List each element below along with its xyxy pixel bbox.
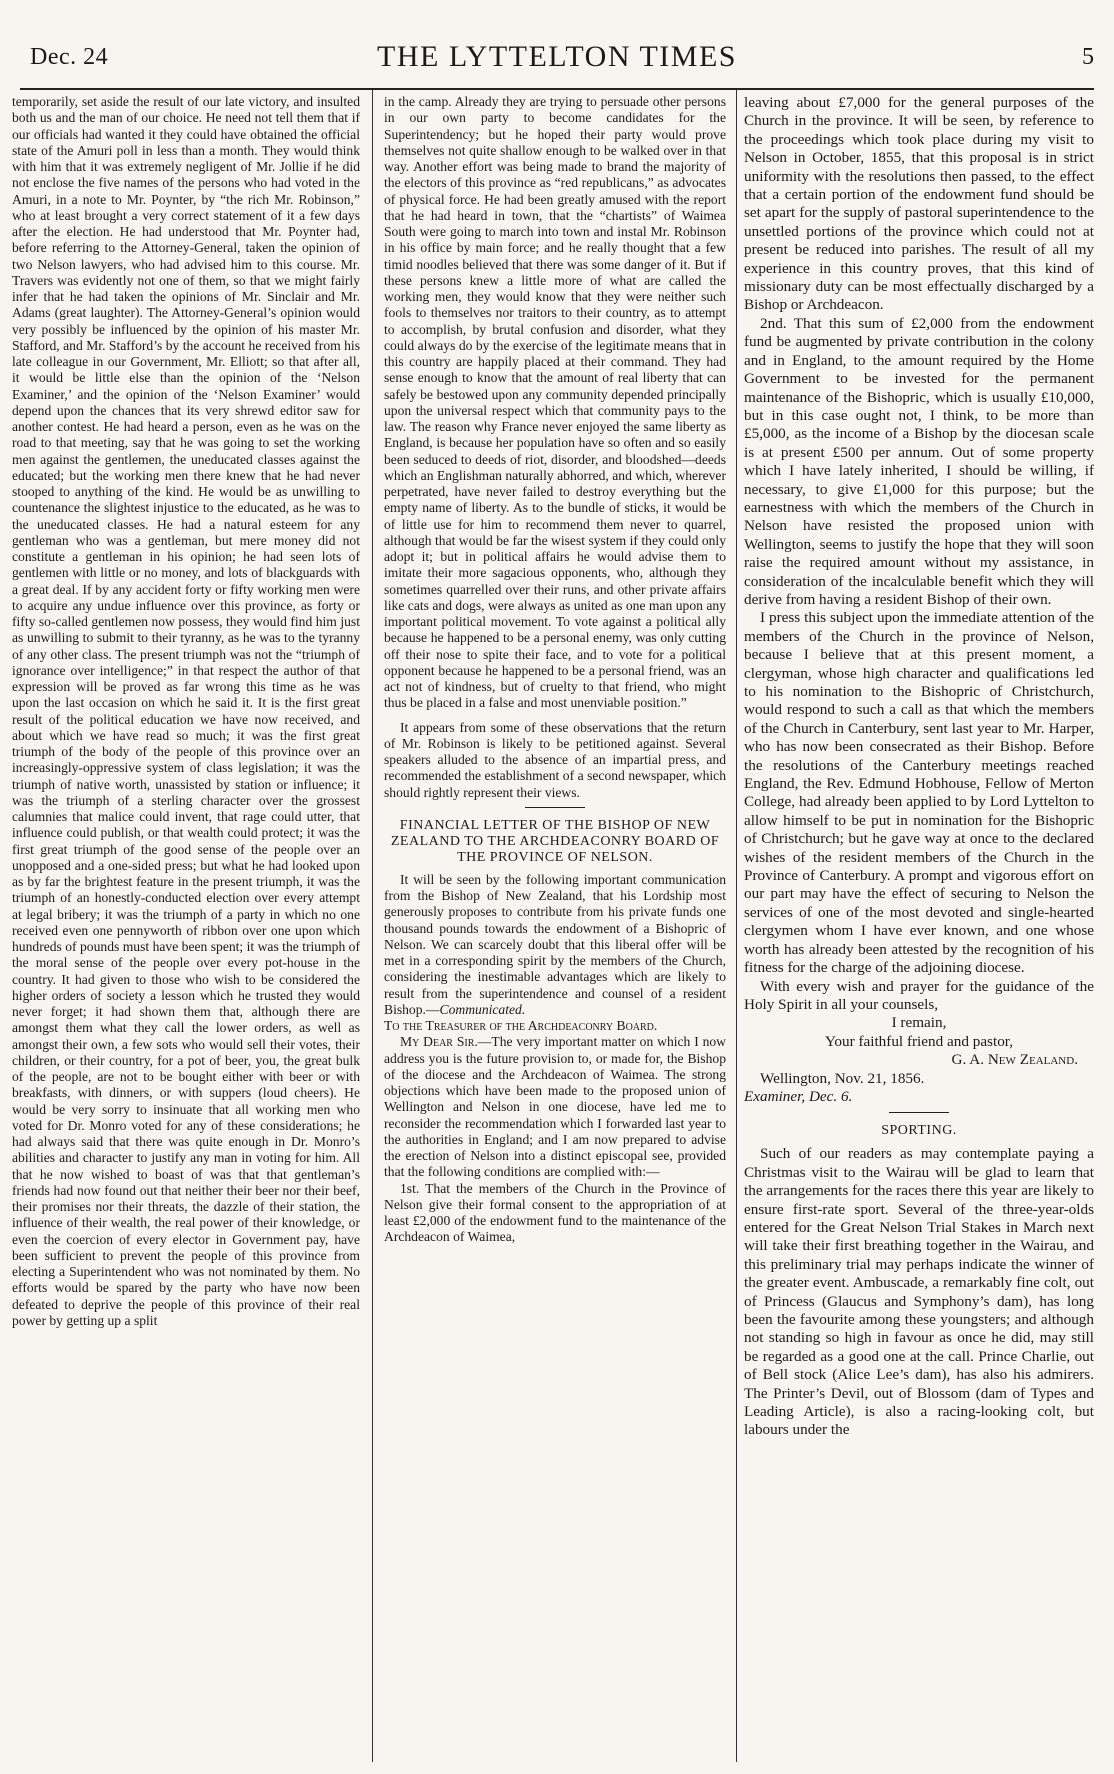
letter-salutation: My Dear Sir. [400, 1034, 478, 1050]
letter-closing: Your faithful friend and pastor, [824, 1032, 1014, 1050]
page-number: 5 [1082, 44, 1094, 70]
speech-conclusion: in the camp. Already they are trying to persuade other persons in our own party to become candidates for the Superintendency; but he hoped their party would prove themselves not quite shallow enough to be walked over in that way. Another effort was being made to brand the majority of the electors of this province as “red republicans,” as advocates of physical force. He had been greatly amused with the report that he had heard in town, that the “chartists” of Waimea South were going to march into town and instal Mr. Robinson in his office by main force; and he really thought that a few timid noodles believed that there was some danger of it. But if these persons knew a little more of what are called the working men, they would know that they were neither such fools to themselves nor traitors to their country, as to attempt to accomplish, by brutal confusion and disorder, what they could always do by the exercise of the legitimate means that in this country are happily placed at their command. They had sense enough to know that the amount of real liberty that can safely be bestowed upon any community depended principally upon the universal respect which that community pays to the law. The reason why France never enjoyed the same liberty as England, is because her population have so often and so easily been seduced to deeds of riot, disorder, and bloodshed—deeds which an Englishman naturally abhorred, and which, wherever perpetrated, have never failed to destroy everything but the empty name of liberty. As to the bundle of sticks, it would be of little use for him to recommend them never to quarrel, although that would be far the wisest system if they could only adopt it; but in political affairs he would advise them to imitate their more sagacious opponents, who, although they sometimes quarrelled over their runs, and other private affairs like cats and dogs, were always as united as one man upon any important political movement. To vote against a political ally because he happened to be a personal enemy, was only cutting off their nose to spite their face, and to vote for a political opponent because he happened to be a personal friend, was an act not of kindness, but of cruelty to that friend, who might thus be placed in a false and most unenviable position.” [384, 94, 726, 711]
masthead-rule [20, 88, 1094, 90]
letter-continued: leaving about £7,000 for the general purposes of the Church in the province. It will be seen, by reference to the proceedings which took place during my visit to Nelson in October, 1855, that this proposal is in strict uniformity with the resolutions then passed, to the effect that a certain portion of the endowment fund should be set apart for the supply of pastoral superintendence to the unsettled portions of the province which could not at present be reduced into parishes. The result of all my experience in this country proves, that this kind of missionary duty can be most effectually discharged by a Bishop or Archdeacon. [744, 94, 1094, 314]
section-rule [889, 1112, 949, 1113]
column-1 [12, 94, 360, 1762]
letter-body: —The very important matter on which I now address you is the future provision to, or made for, the Bishop of the diocese and the Archdeacon of Waimea. The strong objections which have been made to the proposed union of Wellington and Nelson in one diocese, have led me to reconsider the recommendation which I forwarded last year to the authorities in England; and I am now prepared to advise the erection of Nelson into a distinct episcopal see, provided that the following conditions are complied with:— [384, 1034, 726, 1180]
letter-address: To the Treasurer of the Archdeaconry Board. [384, 1018, 658, 1033]
letter-source: Examiner, Dec. 6. [744, 1087, 853, 1105]
sporting-paragraph: Such of our readers as may contemplate paying a Christmas visit to the Wairau will be glad to learn that the arrangements for the races there this year are likely to ensure first-rate sport. Several of the three-year-olds entered for the Great Nelson Trial Stakes in March next will take their first breathing together in the Wairau, and this preliminary trial may perhaps indicate the winner of the greater event. Ambuscade, a remarkably fine colt, out of Princess (Glaucus and Symphony’s dam), has long been the favourite among these youngsters; and although not standing so high in favour as once he did, may still be regarded as a good one at the call. Prince Charlie, out of Bell stock (Alice Lee’s dam), has also his admirers. The Printer’s Devil, out of Blossom (dam of Types and Leading Article), is also a racing-looking colt, but labours under the [744, 1145, 1094, 1439]
letter-condition-1: 1st. That the members of the Church in the Province of Nelson give their formal consent to the appropriation of at least £2,000 of the endowment fund to the maintenance of the Archdeacon of Waimea, [384, 1180, 726, 1245]
speech-continued: temporarily, set aside the result of our late victory, and insulted both us and the man of our choice. He need not tell them that if our officials had wanted it they could have obtained the official state of the Amuri poll in less than a month. They would think with him that it was extremely negligent of Mr. Jollie if he did not enclose the five names of the persons who had voted in the Amuri, in a note to Mr. Poynter, by “the rich Mr. Robinson,” who at least brought a very correct statement of it a few days after the election. He had understood that Mr. Poynter had, before referring to the Attorney-General, taken the opinion of two Nelson lawyers, who had advised him to this course. Mr. Travers was evidently not one of them, so that we might fairly infer that he had taken the opinions of Mr. Sinclair and Mr. Adams (great laughter). The Attorney-General’s opinion would very possibly be influenced by the opinion of his master Mr. Stafford, and Mr. Stafford’s by the account he received from his late colleague in our Government, Mr. Elliott; so that after all, it would be little else than the opinion of the ‘Nelson Examiner,’ and the opinion of the ‘Nelson Examiner’ would depend upon the chances that its very shrewd editor saw for another contest. He had heard a person, even as he was on the road to that meeting, say that he was going to set the working men against the gentlemen, the uneducated classes against the educated; but the working men there knew that he had never stooped to anything of the kind. He would be as unwilling to countenance the slightest injustice to the educated, as he was to the uneducated classes. He had a natural esteem for any gentleman who was a gentleman, but mere money did not constitute a gentleman in his opinion; he had seen lots of gentlemen with little or no money, and lots of blackguards with a great deal. If by any accident forty or fifty working men were to acquire any undue influence over this province, as forty or fifty so-called gentlemen now possess, they would find him just as unwilling to submit to their tyranny, as he was to the tyranny of any other class. The present triumph was not the “triumph of ignorance over intelligence;” in that respect the author of that expression will be proved as far wrong this time as he was upon the last occasion on which he said it. It is the first great result of the political education we have now received, and about which we have read so much; it was the first great triumph of the body of the people of this province over an increasingly-oppressive system of class legislation; it was the triumph of native worth, unassisted by station or influence; it was the triumph of a sterling character over the grossest calumnies that malice could invent, that rage could utter, that influence could publish, or that wealth could protect; it was the first great triumph of the good sense of the people over an unopposed and a one-sided press; but what he had looked upon as by far the brightest feature in the present triumph, it was the triumph of an honestly-conducted election over every attempt at legal bribery; it was the triumph of a party in which no one received even one pennyworth of ribbon over one upon which hundreds of pounds must have been spent; it was the triumph of the moral sense of the people over every pot-house in the country. It had given to those who wish to be considered the higher orders of society a lesson which he trusted they would never forget; it had shown them that, although there are amongst them what they call the lower orders, as well as amongst their own, a few sots who would sell their votes, their children, or their country, for a pot of beer, you, the great bulk of the people, are not to be bought either with beer or with breakfasts, with dinners, or with suppers (loud cheers). He would be very sorry to insinuate that all working men who voted for Dr. Monro voted for any of these considerations; he had always said that there was quite enough in Dr. Monro’s abilities and character to justify any man in voting for him. All that he now wished to boast of was that that gentleman’s friends had now found out that neither their beer nor their beef, their promises nor their threats, the dazzle of their station, the influence of their wealth, the real power of their knowledge, or even the coercion of every elector in Government pay, have been sufficient to prevent the people of this province from electing a Superintendent who was not nominated by them. No efforts would be spared by the party who have now been defeated to deprive the people of this province of their real power by getting up a split [12, 94, 360, 1328]
letter-signature: G. A. New Zealand. [951, 1051, 1078, 1069]
masthead [0, 0, 1114, 88]
column-2 [384, 94, 726, 1762]
editorial-paragraph: It appears from some of these observations that the return of Mr. Robinson is likely to be petitioned against. Several speakers alluded to the absence of an impartial press, and recommended the establishment of a second newspaper, which should rightly represent their views. [384, 719, 726, 800]
column-divider [736, 90, 737, 1762]
letter-dateline: Wellington, Nov. 21, 1856. [760, 1069, 925, 1087]
letter-opening [384, 1034, 726, 1180]
column-3 [744, 94, 1094, 1762]
issue-date: Dec. 24 [30, 44, 109, 70]
article-intro [384, 872, 726, 1018]
section-rule [525, 807, 585, 808]
article-heading-bishop-letter: FINANCIAL LETTER OF THE BISHOP OF NEW ZEALAND TO THE ARCHDEACONRY BOARD OF THE PROVINCE OF NELSON. [390, 817, 720, 865]
letter-condition-2: 2nd. That this sum of £2,000 from the endowment fund be augmented by private contribution in the colony and in England, to the amount required by the Home Government to be invested for the permanent maintenance of the Bishopric, which is usually £10,000, but in this case ought not, I think, to be more than £5,000, as the income of a Bishop by the diocesan scale is at present £500 per annum. Out of some property which I have lately inherited, I should be willing, if necessary, to give £1,000 for this purpose; but the earnestness with which the members of the Church in Nelson have resisted the proposed union with Wellington, seems to justify the hope that they will soon raise the required amount without my assistance, in consideration of the incalculable benefit which they will derive from having a resident Bishop of their own. [744, 314, 1094, 608]
letter-remain: I remain, [891, 1014, 947, 1032]
column-divider [372, 90, 373, 1762]
letter-blessing: With every wish and prayer for the guidance of the Holy Spirit in all your counsels, [744, 977, 1094, 1013]
newspaper-title: THE LYTTELTON TIMES [377, 40, 737, 73]
letter-paragraph: I press this subject upon the immediate attention of the members of the Church in the province of Nelson, because I believe that at this present moment, a clergyman, whose high character and qualifications led to his nomination to the Bishopric of Christchurch, would respond to such a call as that which the members of the Church in Canterbury, sent last year to Mr. Harper, who has now been consecrated as their Bishop. Before the resolutions of the Canterbury meetings reached England, the Rev. Edmund Hobhouse, Fellow of Merton College, had already been applied to by Lord Lyttelton to allow himself to be put in nomination for the Bishopric of Christchurch; but he gave way at once to the declared wishes of the resident members of the Church in the Province of Canterbury. A prompt and vigorous effort on our part may have the effect of securing to Nelson the services of one of the most devoted and single-hearted clergymen whom I have ever known, and one whose worth has already been attested by the recognition of his fitness for the charge of the adjoining diocese. [744, 609, 1094, 977]
article-credit: Communicated. [439, 1001, 526, 1017]
article-heading-sporting: SPORTING. [881, 1123, 957, 1139]
article-intro-text: It will be seen by the following important communication from the Bishop of New Zealand, that his Lordship most generously proposes to contribute from his private funds one thousand pounds towards the endowment of a Bishopric of Nelson. We can scarcely doubt that this liberal offer will be met in a corresponding spirit by the members of the Church, considering the inestimable advantages which are likely to result from the superintendence and counsel of a resident Bishop.— [384, 871, 726, 1017]
